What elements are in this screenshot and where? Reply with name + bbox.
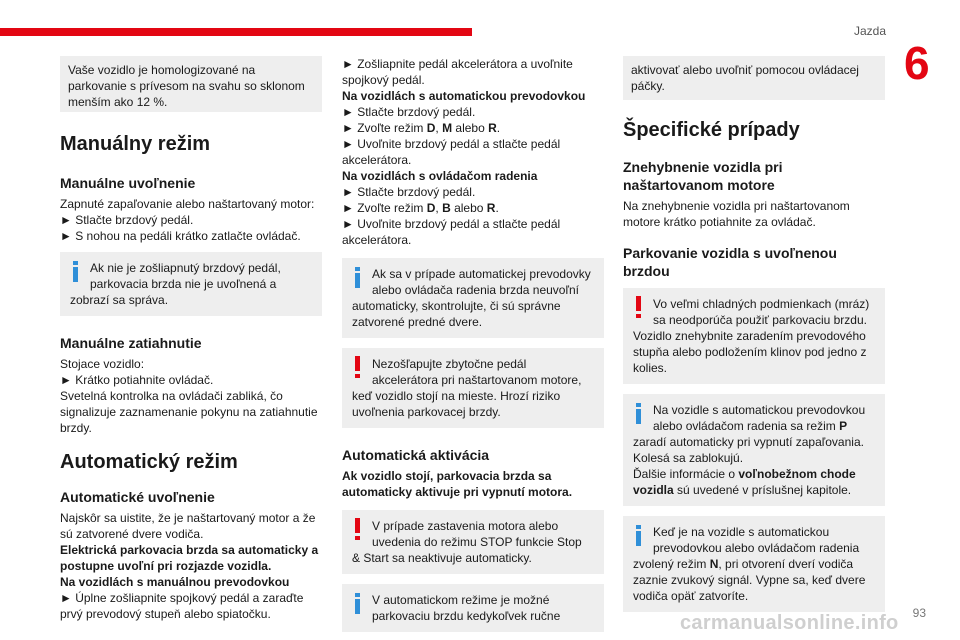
bold-term: voľnobežnom chode vozidla [633,467,856,497]
heading-manual-apply: Manuálne zatiahnutie [60,335,202,351]
info-note-park-mode [623,394,885,506]
mode-p: P [839,419,848,433]
heading-automatic-release: Automatické uvoľnenie [60,489,215,505]
text: Ďalšie informácie o [633,467,739,481]
note-text: aktivovať alebo uvoľniť pomocou ovládacej páčky. [631,63,859,93]
bold-paragraph: Na vozidlách s manuálnou prevodovkou [60,575,290,589]
note-line: sa neodporúča použiť parkovaciu brzdu. [653,313,867,327]
text: alebo [452,121,489,135]
warning-note-cold [623,288,885,384]
column-3 [623,56,885,612]
info-note-neutral-mode [623,516,885,612]
text: , [435,121,443,135]
warning-icon [352,356,364,380]
note-text: Vaše vozidlo je homologizované na parkovanie s prívesom na svahu so sklonom menším ako 12 %. [68,63,305,109]
watermark: carmanualsonline.info [680,612,899,634]
note-line: keď vozidlo stojí na mieste. Hrozí riziko uvoľnenia parkovacej brzdy. [352,389,561,419]
column-2 [342,56,604,632]
note-line: Nezošľapujte zbytočne pedál [372,357,527,371]
warning-note-accelerator [342,348,604,428]
warning-icon [633,296,645,320]
text: ► Zvoľte režim [342,121,427,135]
mode-r: R [486,201,496,215]
heading-special-cases: Špecifické prípady [623,119,800,141]
note-line: V automatickom režime je možné [372,593,550,607]
warning-icon [352,518,364,542]
text: alebo [450,201,487,215]
note-line: automaticky, skontrolujte, či sú správne zatvorené predné dvere. [352,299,561,329]
note-line: parkovaciu brzdu kedykoľvek ručne [372,609,561,623]
note-line [653,418,875,434]
heading-manual-release: Manuálne uvoľnenie [60,175,196,191]
paragraph: Stojace vozidlo: [60,357,145,371]
note-line [633,466,875,498]
paragraph: Na znehybnenie vozidla pri naštartovanom motore krátko potiahnite za ovládač. [623,199,850,229]
mode-n: N [709,557,719,571]
step: ► Stlačte brzdový pedál. [60,213,194,227]
note-line [633,556,875,604]
info-icon [352,266,364,290]
column-1 [60,56,322,622]
text: . [495,201,499,215]
heading-manual-mode: Manuálny režim [60,133,211,155]
paragraph: Svetelná kontrolka na ovládači zabliká, čo signalizuje zaznamenanie pokynu na zatiahnutie brzdy. [60,389,318,435]
heading-automatic-mode: Automatický režim [60,451,238,473]
note-line: uvedenia do režimu STOP funkcie Stop [372,535,582,549]
warning-note-stop-start [342,510,604,574]
note-homologation [60,56,322,112]
bold-paragraph: Ak vozidlo stojí, parkovacia brzda sa automaticky aktivuje pri vypnutí motora. [342,469,573,499]
mode-d: D [426,121,436,135]
text: sú uvedené v príslušnej kapitole. [673,483,852,497]
info-note-brake-pedal [60,252,322,316]
bold-paragraph: Elektrická parkovacia brzda sa automaticky a postupne uvoľní pri rozjazde vozidla. [60,543,319,573]
heading-immobilisation: Znehybnenie vozidla pri naštartovanom motore [623,159,783,193]
info-icon [352,592,364,616]
mode-d: D [426,201,436,215]
info-icon [70,260,82,284]
text: alebo ovládačom radenia sa režim [653,419,840,433]
note-continuation [623,56,885,100]
step: ► Uvoľnite brzdový pedál a stlačte pedál akcelerátora. [342,217,561,247]
step: ► Zošliapnite pedál akcelerátora a uvoľnite spojkový pedál. [342,57,573,87]
step: ► Uvoľnite brzdový pedál a stlačte pedál akcelerátora. [342,137,561,167]
text: . [496,121,501,135]
heading-parking-released: Parkovanie vozidla s uvoľnenou brzdou [623,245,837,279]
text: , pri otvorení dverí vodiča zaznie zvukový signál. Vypne sa, keď dvere vodiča opäť zatvoríte. [633,557,866,603]
paragraph: Zapnuté zapaľovanie alebo naštartovaný motor: [60,197,315,211]
step-select-mode [342,200,604,216]
mode-m: M [442,121,453,135]
step: ► S nohou na pedáli krátko zatlačte ovládač. [60,229,301,243]
note-line: Keď je na vozidle s automatickou [653,525,830,539]
chapter-number: 6 [904,37,930,89]
note-line: Vozidlo znehybnite zaradením prevodového stupňa alebo podložením klinov pod jedno z kolies. [633,329,867,375]
note-line: prevodovkou alebo ovládačom radenia [653,541,860,555]
mode-r: R [488,121,497,135]
step: ► Úplne zošliapnite spojkový pedál a zaraďte prvý prevodový stupeň alebo spiatočku. [60,591,304,621]
note-line: & Start sa neaktivuje automaticky. [352,551,532,565]
note-line: Vo veľmi chladných podmienkach (mráz) [653,297,870,311]
bold-paragraph: Na vozidlách s ovládačom radenia [342,169,538,183]
paragraph: Najskôr sa uistite, že je naštartovaný motor a že sú zatvorené dvere vodiča. [60,511,316,541]
note-line: Ak nie je zošliapnutý brzdový pedál, [90,261,281,275]
mode-b: B [442,201,451,215]
note-line: alebo ovládača radenia brzda neuvoľní [372,283,579,297]
section-title: Jazda [853,24,886,38]
step-select-mode [342,120,604,136]
note-line: Ak sa v prípade automatickej prevodovky [372,267,591,281]
note-line: akcelerátora pri naštartovanom motore, [372,373,582,387]
heading-automatic-apply: Automatická aktivácia [342,447,490,463]
note-line: V prípade zastavenia motora alebo [372,519,559,533]
text: ► Zvoľte režim [342,201,427,215]
step: ► Krátko potiahnite ovládač. [60,373,214,387]
note-line: zobrazí sa správa. [70,293,169,307]
header-red-bar [0,28,472,36]
step: ► Stlačte brzdový pedál. [342,105,476,119]
note-line: Na vozidle s automatickou prevodovkou [653,403,866,417]
page-number: 93 [912,606,926,620]
info-icon [633,402,645,426]
text: , [435,201,443,215]
bold-paragraph: Na vozidlách s automatickou prevodovkou [342,89,586,103]
text: zvolený režim [633,557,710,571]
info-note-front-doors [342,258,604,338]
step: ► Stlačte brzdový pedál. [342,185,476,199]
note-line: zaradí automaticky pri vypnutí zapaľovania. Kolesá sa zablokujú. [633,435,864,465]
info-icon [633,524,645,548]
info-note-manual-control [342,584,604,632]
note-line: parkovacia brzda nie je uvoľnená a [90,277,277,291]
